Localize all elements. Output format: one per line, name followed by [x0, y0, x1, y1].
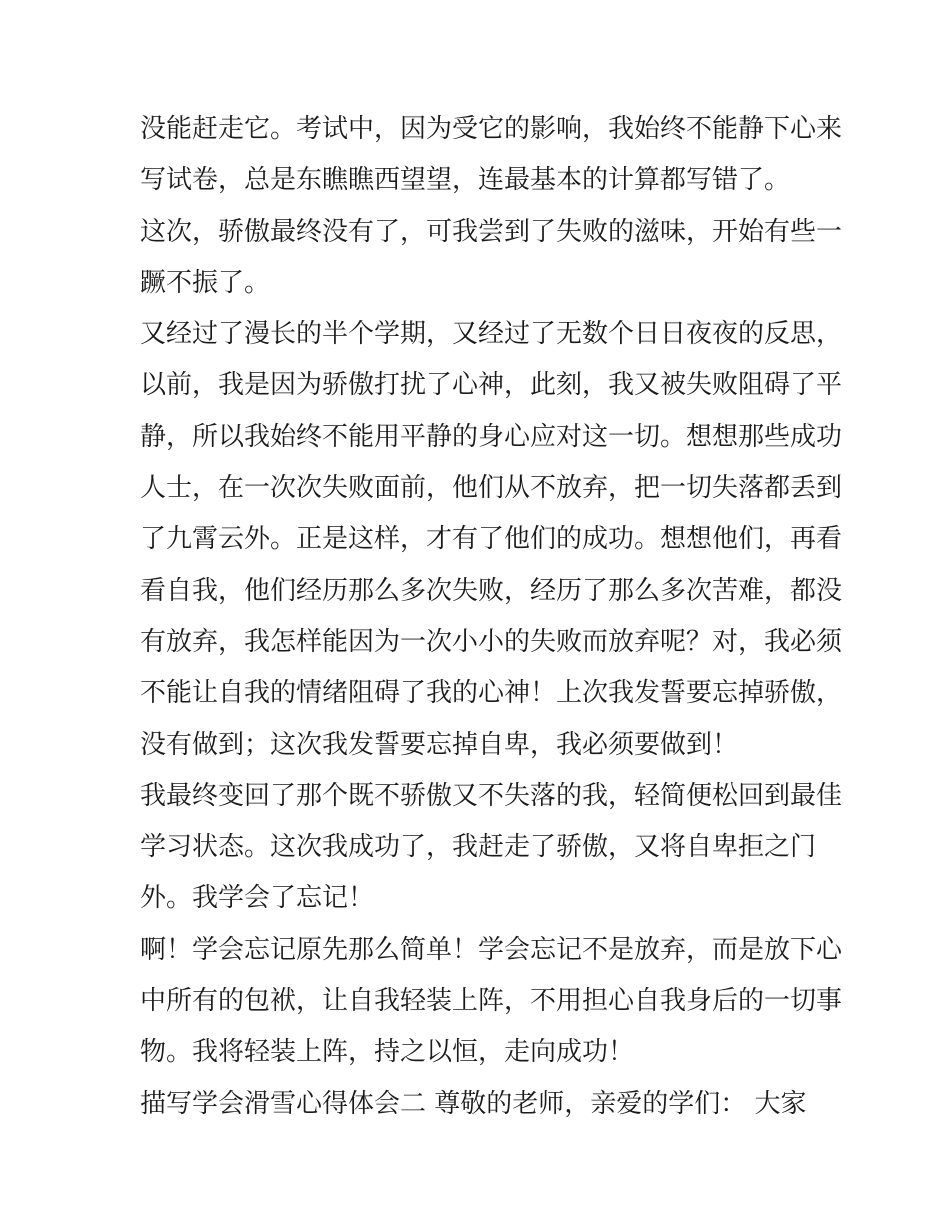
- text-line: 不能让自我的情绪阻碍了我的心神！上次我发誓要忘掉骄傲，: [140, 678, 843, 709]
- text-line: 没能赶走它。考试中，因为受它的影响，我始终不能静下心来: [140, 114, 843, 144]
- text-line: 以前，我是因为骄傲打扰了心神，此刻，我又被失败阻碍了平: [140, 370, 843, 401]
- text-line: 学习状态。这次我成功了，我赶走了骄傲，又将自卑拒之门: [140, 832, 817, 863]
- text-line: 静，所以我始终不能用平静的身心应对这一切。想想那些成功: [140, 421, 843, 452]
- text-line: 蹶不振了。: [140, 267, 271, 298]
- text-line: 看自我，他们经历那么多次失败，经历了那么多次苦难，都没: [140, 575, 843, 606]
- text-line: 人士，在一次次失败面前，他们从不放弃，把一切失落都丢到: [140, 473, 843, 504]
- text-line: 了九霄云外。正是这样，才有了他们的成功。想想他们，再看: [140, 524, 843, 555]
- text-line: 这次，骄傲最终没有了，可我尝到了失败的滋味，开始有些一: [140, 216, 843, 247]
- document-body: [140, 104, 843, 1130]
- text-line: 物。我将轻装上阵，持之以恒，走向成功！: [140, 1037, 635, 1068]
- text-line: 又经过了漫长的半个学期，又经过了无数个日日夜夜的反思，: [140, 319, 843, 350]
- text-line: 写试卷，总是东瞧瞧西望望，连最基本的计算都写错了。: [140, 165, 791, 196]
- text-line: 描写学会滑雪心得体会二 尊敬的老师，亲爱的学们： 大家: [140, 1088, 807, 1119]
- text-line: 有放弃，我怎样能因为一次小小的失败而放弃呢？对，我必须: [140, 626, 843, 657]
- text-line: 我最终变回了那个既不骄傲又不失落的我，轻简便松回到最佳: [140, 780, 843, 811]
- text-line: 啊！学会忘记原先那么简单！学会忘记不是放弃，而是放下心: [140, 934, 843, 965]
- text-line: 中所有的包袱，让自我轻装上阵，不用担心自我身后的一切事: [140, 986, 843, 1017]
- text-line: 没有做到；这次我发誓要忘掉自卑，我必须要做到！: [140, 729, 739, 760]
- text-line: 外。我学会了忘记！: [140, 883, 375, 914]
